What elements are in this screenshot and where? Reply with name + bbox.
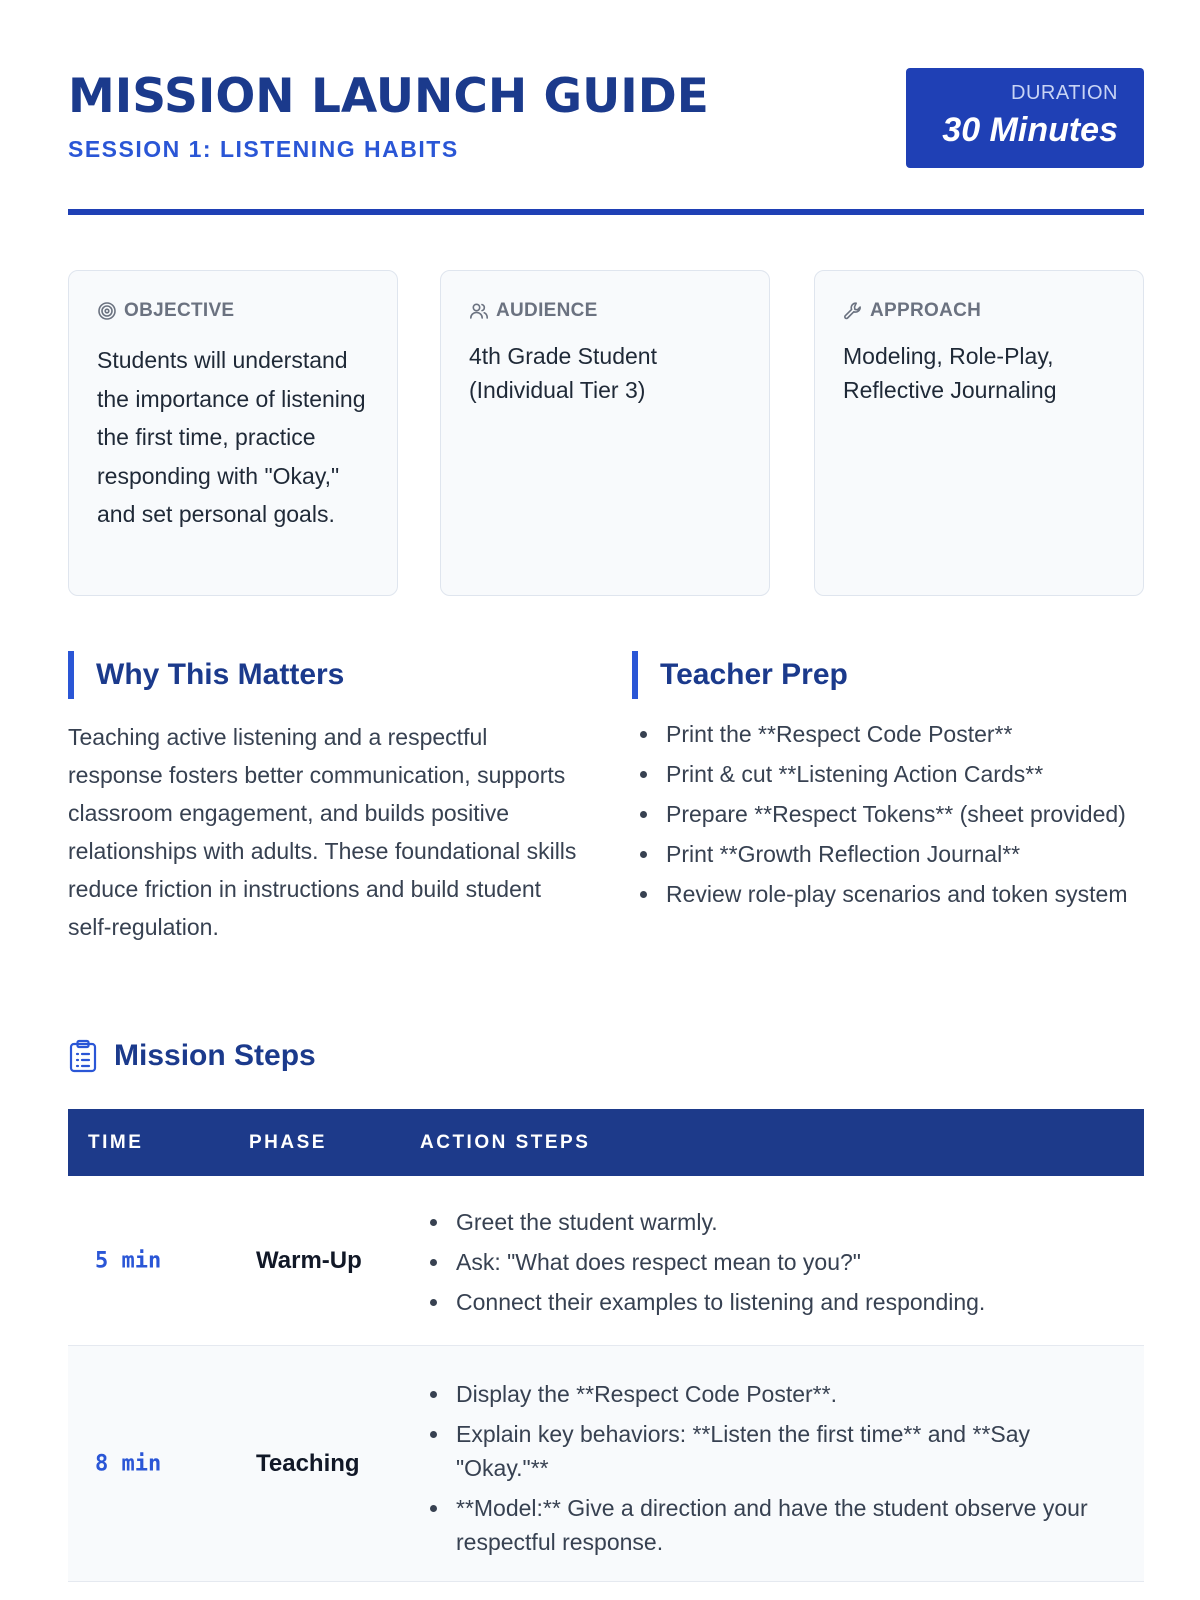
duration-label: DURATION: [1011, 82, 1118, 104]
header: [68, 68, 1144, 178]
prep-heading: Teacher Prep: [632, 651, 848, 699]
list-item: Review role-play scenarios and token system: [632, 877, 1144, 911]
list-item: Connect their examples to listening and responding.: [420, 1285, 1120, 1319]
card-text: Modeling, Role-Play, Reflective Journaling: [843, 343, 1057, 403]
audience-card: [440, 270, 770, 596]
list-item: Ask: "What does respect mean to you?": [420, 1245, 1120, 1279]
list-item: Explain key behaviors: **Listen the first time** and **Say "Okay."**: [420, 1417, 1120, 1485]
why-heading: Why This Matters: [68, 651, 344, 699]
column-header-action-steps: ACTION STEPS: [420, 1132, 591, 1153]
list-item: Prepare **Respect Tokens** (sheet provided): [632, 797, 1144, 831]
card-label: OBJECTIVE: [124, 300, 235, 321]
objective-card: [68, 270, 398, 596]
table-row: [68, 1176, 1144, 1346]
page-title: MISSION LAUNCH GUIDE: [68, 69, 709, 124]
wrench-icon: [843, 301, 863, 321]
users-icon: [469, 301, 489, 321]
list-item: Print & cut **Listening Action Cards**: [632, 757, 1144, 791]
column-header-phase: PHASE: [249, 1132, 327, 1153]
list-item: Display the **Respect Code Poster**.: [420, 1377, 1120, 1411]
step-phase: Warm-Up: [256, 1246, 362, 1274]
list-item: **Model:** Give a direction and have the student observe your respectful response.: [420, 1491, 1120, 1559]
card-label: APPROACH: [870, 300, 982, 321]
step-time: 5 min: [95, 1248, 162, 1273]
duration-badge: [906, 68, 1144, 168]
page-subtitle: SESSION 1: LISTENING HABITS: [68, 136, 459, 162]
header-divider: [68, 209, 1144, 215]
step-actions: [420, 1377, 1120, 1565]
target-icon: [97, 301, 117, 321]
prep-list: [632, 717, 1144, 917]
column-header-time: TIME: [88, 1132, 144, 1153]
card-text: Students will understand the importance of listening the first time, practice responding with "Okay," and set personal goals.: [97, 347, 366, 527]
list-item: Print the **Respect Code Poster**: [632, 717, 1144, 751]
approach-card: [814, 270, 1144, 596]
step-actions: [420, 1205, 1120, 1325]
table-header: [68, 1109, 1144, 1176]
duration-value: 30 Minutes: [942, 111, 1118, 149]
clipboard-list-icon: [68, 1039, 98, 1073]
table-row: [68, 1346, 1144, 1582]
card-text: 4th Grade Student (Individual Tier 3): [469, 343, 657, 403]
step-phase: Teaching: [256, 1449, 360, 1477]
why-text: Teaching active listening and a respectful response fosters better communication, supports classroom engagement, and builds positive relationships with adults. These foundational skills reduce friction in instructions and build student self-regulation.: [68, 724, 577, 940]
mission-steps-table: [68, 1109, 1144, 1582]
list-item: Greet the student warmly.: [420, 1205, 1120, 1239]
steps-title: Mission Steps: [114, 1039, 316, 1072]
step-time: 8 min: [95, 1451, 162, 1476]
steps-heading: [68, 1034, 316, 1078]
list-item: Print **Growth Reflection Journal**: [632, 837, 1144, 871]
card-label: AUDIENCE: [496, 300, 598, 321]
info-cards: [68, 270, 1144, 596]
